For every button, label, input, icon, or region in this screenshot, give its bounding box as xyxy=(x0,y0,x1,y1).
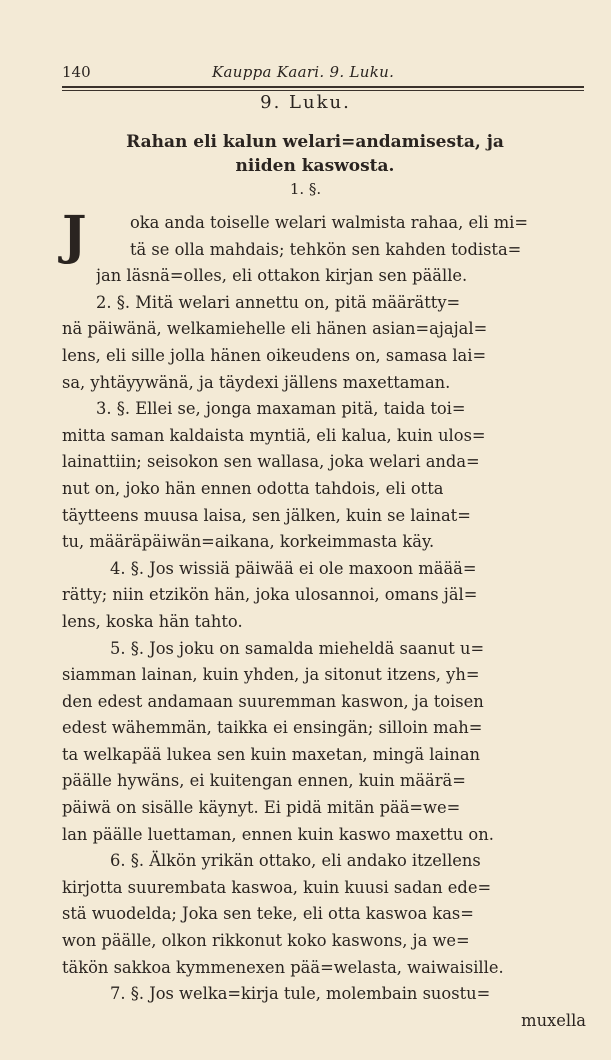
text-line: edest wähemmän, taikka ei ensingän; silloin mah= xyxy=(62,718,483,738)
text-line: täytteens muusa laisa, sen jälken, kuin se lainat= xyxy=(62,505,471,525)
text-line: päälle hywäns, ei kuitengan ennen, kuin määrä= xyxy=(62,771,466,791)
text-line: tä se olla mahdais; tehkön sen kahden todista= xyxy=(130,239,522,259)
text-line: 4. §. Jos wissiä päiwää ei ole maxoon määä= xyxy=(110,558,477,578)
text-line: täkön sakkoa kymmenexen pää=welasta, waiwaisille. xyxy=(62,957,504,977)
chapter-heading: 9. Luku. xyxy=(260,92,351,113)
text-line: lens, koska hän tahto. xyxy=(62,611,243,631)
text-line: nut on, joko hän ennen odotta tahdois, eli otta xyxy=(62,478,444,498)
drop-cap: J xyxy=(62,205,87,266)
section-1-label: 1. §. xyxy=(289,180,322,198)
text-line: rätty; niin etzikön hän, joka ulosannoi, omans jäl= xyxy=(62,585,478,605)
text-line: mitta saman kaldaista myntiä, eli kalua, kuin ulos= xyxy=(62,425,486,445)
text-line: won päälle, olkon rikkonut koko kaswons, ja we= xyxy=(62,931,470,951)
text-line: 7. §. Jos welka=kirja tule, molembain suostu= xyxy=(110,984,491,1004)
subtitle-line: niiden kaswosta. xyxy=(235,156,395,176)
subtitle-line: Rahan eli kalun welari=andamisesta, ja xyxy=(126,132,504,152)
page-number: 140 xyxy=(62,63,91,81)
text-line: siamman lainan, kuin yhden, ja sitonut itzens, yh= xyxy=(62,665,480,685)
text-line: lainattiin; seisokon sen wallasa, joka welari anda= xyxy=(62,452,480,472)
text-line: päiwä on sisälle käynyt. Ei pidä mitän pää=we= xyxy=(62,798,461,818)
catchword: muxella xyxy=(521,1010,586,1030)
text-line: 2. §. Mitä welari annettu on, pitä määrätty= xyxy=(96,292,461,312)
text-line: tu, määräpäiwän=aikana, korkeimmasta käy. xyxy=(62,532,435,552)
body-text xyxy=(62,205,594,1034)
text-line: oka anda toiselle welari walmista rahaa, eli mi= xyxy=(130,213,528,232)
text-line: ta welkapää lukea sen kuin maxetan, mingä lainan xyxy=(62,744,481,764)
text-line: jan läsnä=olles, eli ottakon kirjan sen päälle. xyxy=(96,266,468,286)
running-header xyxy=(62,60,582,86)
text-line: 3. §. Ellei se, jonga maxaman pitä, taida toi= xyxy=(96,399,466,419)
text-line: kirjotta suurembata kaswoa, kuin kuusi sadan ede= xyxy=(62,877,492,897)
header-rule xyxy=(62,86,584,91)
text-line: den edest andamaan suuremman kaswon, ja toisen xyxy=(62,691,484,711)
text-line: sa, yhtäyywänä, ja täydexi jällens maxettaman. xyxy=(62,372,451,392)
text-line: nä päiwänä, welkamiehelle eli hänen asian=ajajal= xyxy=(62,319,488,339)
text-line: 6. §. Älkön yrikän ottako, eli andako itzellens xyxy=(110,851,481,871)
running-title: Kauppa Kaari. 9. Luku. xyxy=(212,63,395,81)
text-line: stä wuodelda; Joka sen teke, eli otta kaswoa kas= xyxy=(62,904,474,924)
chapter-subtitle xyxy=(100,130,530,178)
text-line: lan päälle luettaman, ennen kuin kaswo maxettu on. xyxy=(62,824,494,844)
text-line: 5. §. Jos joku on samalda mieheldä saanut u= xyxy=(110,638,485,658)
section-1 xyxy=(62,205,594,290)
text-line: lens, eli sille jolla hänen oikeudens on, samasa lai= xyxy=(62,345,487,365)
